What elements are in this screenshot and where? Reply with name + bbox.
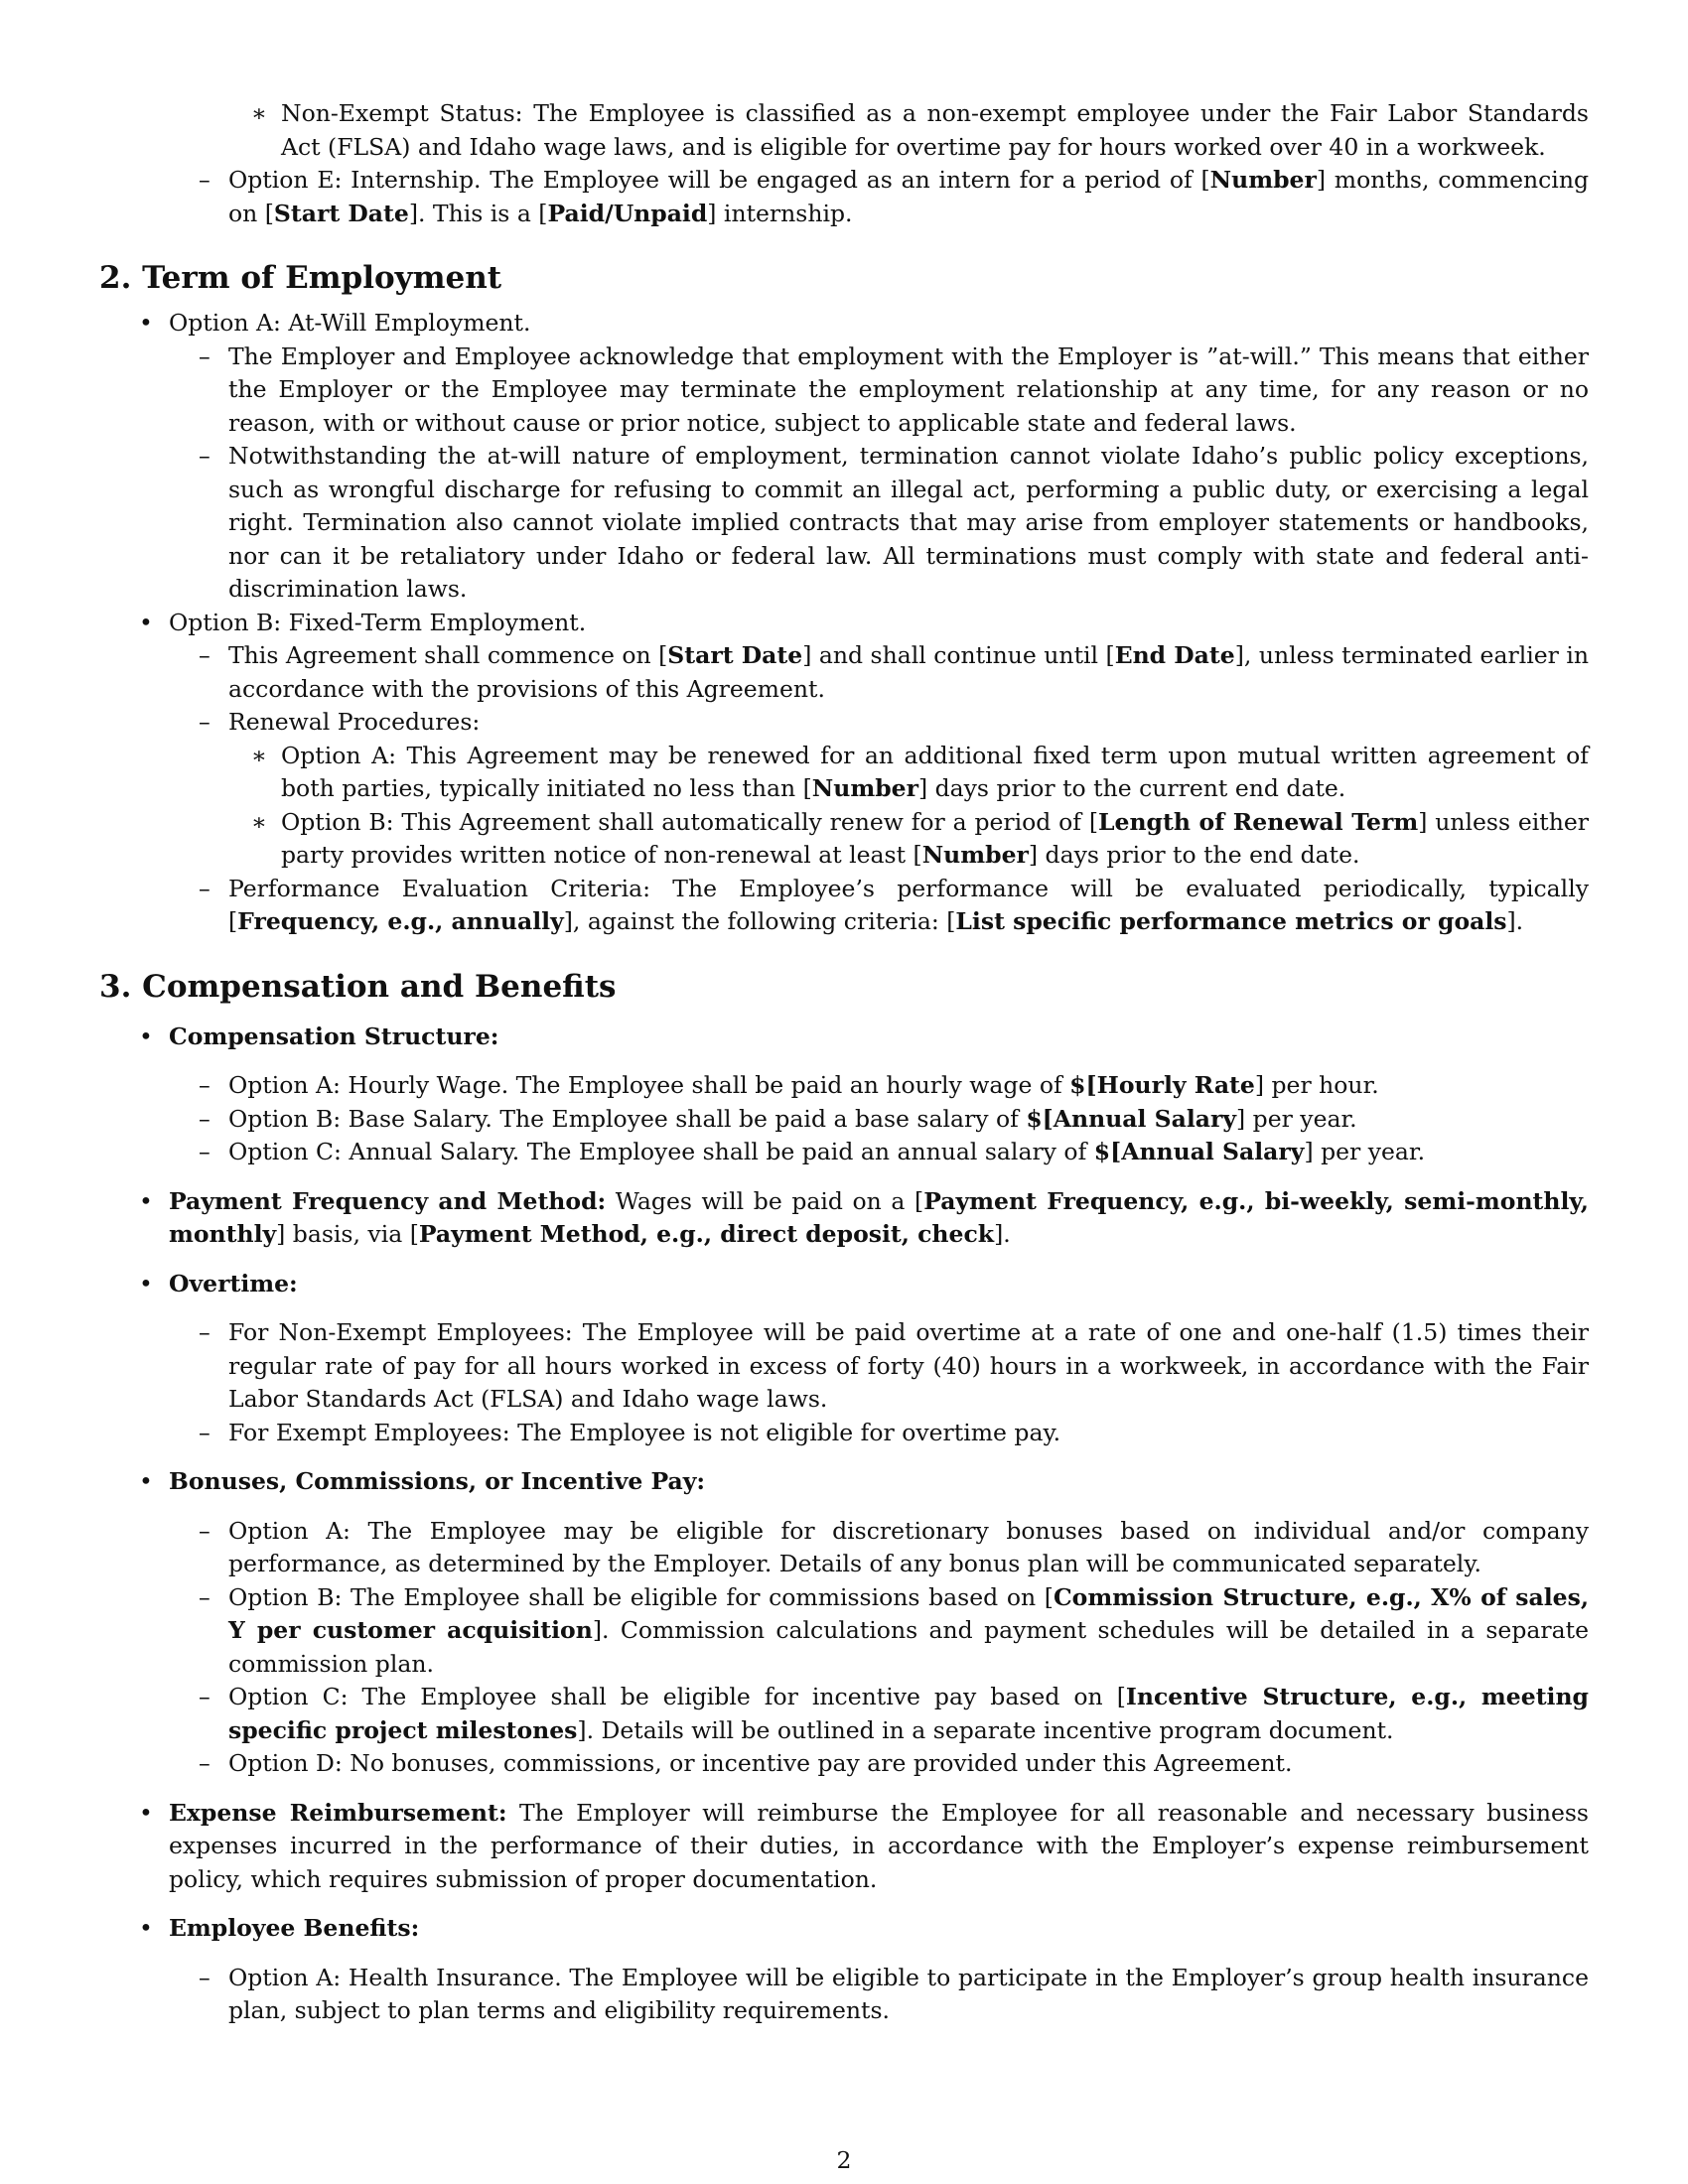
list-marker: –	[199, 442, 211, 470]
list-item-overtime-non-exempt	[99, 1316, 1589, 1417]
compensation-list	[99, 1021, 1589, 2028]
option-label: Renewal Procedures:	[228, 708, 481, 736]
list-item-at-will	[99, 307, 1589, 341]
paragraph-text: ]. Commission calculations and payment schedules will be detailed in a separate commission plan.	[228, 1616, 1589, 1678]
option-label: Option B: Fixed-Term Employment.	[169, 608, 587, 636]
list-item-payment-frequency	[99, 1185, 1589, 1252]
list-item-bonus-option-a	[99, 1515, 1589, 1581]
bullet-marker: •	[139, 1467, 153, 1495]
paragraph-text: Option A: The Employee may be eligible for discretionary bonuses based on individual and/or company performance, as determined by the Employer. Details of any bonus plan will be communicated separately.	[228, 1516, 1589, 1577]
paragraph-text: Option E: Internship. The Employee will be engaged as an intern for a period of [	[228, 166, 1210, 194]
placeholder-field: Commission Structure, e.g., X% of sales, Y per customer acquisition	[228, 1582, 1589, 1644]
paragraph-text: Option A: This Agreement may be renewed for an additional fixed term upon mutual written agreement of both parties, typically initiated no less than [	[281, 741, 1589, 802]
bullet-marker: •	[139, 608, 153, 636]
paragraph-text: ]. This is a [	[408, 199, 548, 227]
item-heading: Bonuses, Commissions, or Incentive Pay:	[169, 1467, 706, 1495]
list-item-annual-salary	[99, 1136, 1589, 1169]
page-number: 2	[836, 2146, 852, 2174]
list-item-fixed-term	[99, 607, 1589, 640]
placeholder-field: Number	[1209, 166, 1317, 194]
list-marker: –	[199, 1683, 211, 1710]
term-of-employment-list	[99, 307, 1589, 939]
placeholder-field: Paid/Unpaid	[547, 199, 708, 227]
paragraph-text: The Employer will reimburse the Employee for all reasonable and necessary business expenses incurred in the performance of their duties, in accordance with the Employer’s expense reimbursement policy, which requires submission of proper documentation.	[169, 1798, 1589, 1893]
paragraph-text: This Agreement shall commence on [	[228, 641, 668, 669]
paragraph-text: ] per hour.	[1254, 1071, 1379, 1099]
placeholder-field: $[Annual Salary	[1026, 1104, 1237, 1133]
list-marker: –	[199, 166, 211, 194]
placeholder-field: Length of Renewal Term	[1098, 807, 1419, 836]
bullet-marker: •	[139, 1914, 153, 1942]
section-heading-term-of-employment: 2. Term of Employment	[99, 260, 502, 296]
placeholder-field: Number	[921, 841, 1029, 869]
paragraph-text: ], unless terminated earlier in accordance with the provisions of this Agreement.	[228, 641, 1589, 703]
paragraph-text: ], against the following criteria: [	[563, 907, 956, 935]
paragraph-text: ] months, commencing on [	[228, 166, 1590, 227]
paragraph-text: Option D: No bonuses, commissions, or incentive pay are provided under this Agreement.	[228, 1749, 1293, 1777]
paragraph-text: Option B: Base Salary. The Employee shall be paid a base salary of	[228, 1104, 1027, 1133]
paragraph-text: ]. Details will be outlined in a separate incentive program document.	[577, 1715, 1394, 1744]
placeholder-field: Number	[811, 774, 918, 802]
list-marker: –	[199, 1749, 211, 1777]
item-heading: Employee Benefits:	[169, 1914, 420, 1942]
bullet-marker: •	[139, 1798, 153, 1827]
paragraph-text: ] and shall continue until [	[802, 641, 1115, 669]
list-item-bonuses	[99, 1465, 1589, 1499]
list-item-employee-benefits	[99, 1912, 1589, 1946]
bullet-marker: •	[139, 309, 153, 337]
placeholder-field: $[Annual Salary	[1093, 1138, 1305, 1165]
paragraph-text: Option C: Annual Salary. The Employee shall be paid an annual salary of	[228, 1138, 1094, 1165]
intro-list	[99, 97, 1589, 230]
list-marker: –	[199, 641, 211, 669]
paragraph-text: ] unless either party provides written notice of non-renewal at least [	[281, 807, 1589, 869]
paragraph-text: Performance Evaluation Criteria: The Employee’s performance will be evaluated periodically, typically [	[228, 874, 1589, 935]
list-item-bonus-option-c	[99, 1681, 1589, 1747]
list-marker: ∗	[251, 99, 267, 127]
placeholder-field: Payment Frequency, e.g., bi-weekly, semi-monthly, monthly	[169, 1186, 1589, 1248]
list-item-renewal-procedures	[99, 706, 1589, 740]
paragraph-text: ].	[1506, 907, 1524, 935]
list-item-bonus-option-b	[99, 1581, 1589, 1682]
placeholder-field: Frequency, e.g., annually	[237, 907, 564, 935]
paragraph-text: Option C: The Employee shall be eligible for incentive pay based on [	[228, 1683, 1126, 1710]
placeholder-field: Start Date	[273, 199, 409, 227]
list-item-overtime	[99, 1268, 1589, 1301]
list-item-renewal-option-a	[99, 740, 1589, 806]
placeholder-field: Payment Method, e.g., direct deposit, check	[418, 1220, 995, 1248]
list-marker: –	[199, 1138, 211, 1165]
paragraph-text: ] per year.	[1304, 1138, 1426, 1165]
item-heading: Compensation Structure:	[169, 1022, 499, 1050]
paragraph-text: Notwithstanding the at-will nature of employment, termination cannot violate Idaho’s public policy exceptions, such as wrongful discharge for refusing to commit an illegal act, performing a public duty, or exercising a legal right. Termination also cannot violate implied contracts that may arise from employer statements or handbooks, nor can it be retaliatory under Idaho or federal law. All terminations must comply with state and federal anti-discrimination laws.	[228, 442, 1589, 603]
placeholder-field: End Date	[1114, 641, 1235, 669]
paragraph-text: Option A: Health Insurance. The Employee will be eligible to participate in the Employer’s group health insurance plan, subject to plan terms and eligibility requirements.	[228, 1963, 1589, 2024]
list-marker: –	[199, 1104, 211, 1133]
paragraph-text: Wages will be paid on a [	[606, 1186, 924, 1215]
paragraph-text: ] basis, via [	[276, 1220, 419, 1248]
placeholder-field: Start Date	[667, 641, 803, 669]
list-item-compensation-structure	[99, 1021, 1589, 1054]
list-item-hourly-wage	[99, 1069, 1589, 1103]
option-label: Option A: At-Will Employment.	[169, 309, 531, 337]
placeholder-field: Incentive Structure, e.g., meeting specific project milestones	[228, 1683, 1589, 1744]
list-item-performance-evaluation	[99, 873, 1589, 939]
paragraph-text: ] per year.	[1236, 1104, 1357, 1133]
item-heading: Payment Frequency and Method:	[169, 1186, 607, 1215]
list-item-at-will-exceptions	[99, 440, 1589, 607]
list-item-expense-reimbursement	[99, 1797, 1589, 1897]
paragraph-text: The Employer and Employee acknowledge that employment with the Employer is ”at-will.” This means that either the Employer or the Employee may terminate the employment relationship at any time, for any reason or no reason, with or without cause or prior notice, subject to applicable state and federal laws.	[228, 341, 1589, 437]
list-marker: –	[199, 708, 211, 736]
document-body	[99, 97, 1589, 2028]
paragraph-text: ] internship.	[707, 199, 853, 227]
list-marker: –	[199, 1318, 211, 1346]
list-marker: –	[199, 341, 211, 370]
section-heading-compensation-and-benefits: 3. Compensation and Benefits	[99, 968, 617, 1005]
paragraph-text: For Exempt Employees: The Employee is not eligible for overtime pay.	[228, 1418, 1061, 1446]
list-marker: –	[199, 874, 211, 902]
list-item-fixed-term-dates	[99, 639, 1589, 706]
list-marker: ∗	[251, 741, 267, 769]
list-item-base-salary	[99, 1103, 1589, 1137]
list-marker: ∗	[251, 807, 267, 836]
list-item-renewal-option-b	[99, 806, 1589, 873]
list-item-internship	[99, 164, 1589, 230]
list-marker: –	[199, 1418, 211, 1446]
bullet-marker: •	[139, 1269, 153, 1297]
list-marker: –	[199, 1516, 211, 1545]
placeholder-field: $[Hourly Rate	[1069, 1071, 1255, 1099]
item-heading: Overtime:	[169, 1269, 298, 1297]
list-item-at-will-definition	[99, 341, 1589, 441]
list-item-health-insurance	[99, 1962, 1589, 2028]
bullet-marker: •	[139, 1186, 153, 1215]
paragraph-text: Option A: Hourly Wage. The Employee shall be paid an hourly wage of	[228, 1071, 1070, 1099]
item-heading: Expense Reimbursement:	[169, 1798, 507, 1827]
list-marker: –	[199, 1582, 211, 1611]
list-item-bonus-option-d	[99, 1747, 1589, 1781]
paragraph-text: Option B: The Employee shall be eligible for commissions based on [	[228, 1582, 1054, 1611]
list-item-non-exempt-status	[99, 97, 1589, 164]
list-item-overtime-exempt	[99, 1417, 1589, 1450]
list-marker: –	[199, 1963, 211, 1991]
paragraph-text: Option B: This Agreement shall automatically renew for a period of [	[281, 807, 1098, 836]
paragraph-text: ].	[994, 1220, 1011, 1248]
list-marker: –	[199, 1071, 211, 1099]
bullet-marker: •	[139, 1022, 153, 1050]
paragraph-text: Non-Exempt Status: The Employee is classified as a non-exempt employee under the Fair Labor Standards Act (FLSA) and Idaho wage laws, and is eligible for overtime pay for hours worked over 40 in a workweek.	[281, 99, 1589, 161]
paragraph-text: ] days prior to the end date.	[1028, 841, 1360, 869]
placeholder-field: List specific performance metrics or goals	[955, 907, 1507, 935]
paragraph-text: ] days prior to the current end date.	[917, 774, 1346, 802]
paragraph-text: For Non-Exempt Employees: The Employee will be paid overtime at a rate of one and one-half (1.5) times their regular rate of pay for all hours worked in excess of forty (40) hours in a workweek, in accordance with the Fair Labor Standards Act (FLSA) and Idaho wage laws.	[228, 1318, 1589, 1413]
